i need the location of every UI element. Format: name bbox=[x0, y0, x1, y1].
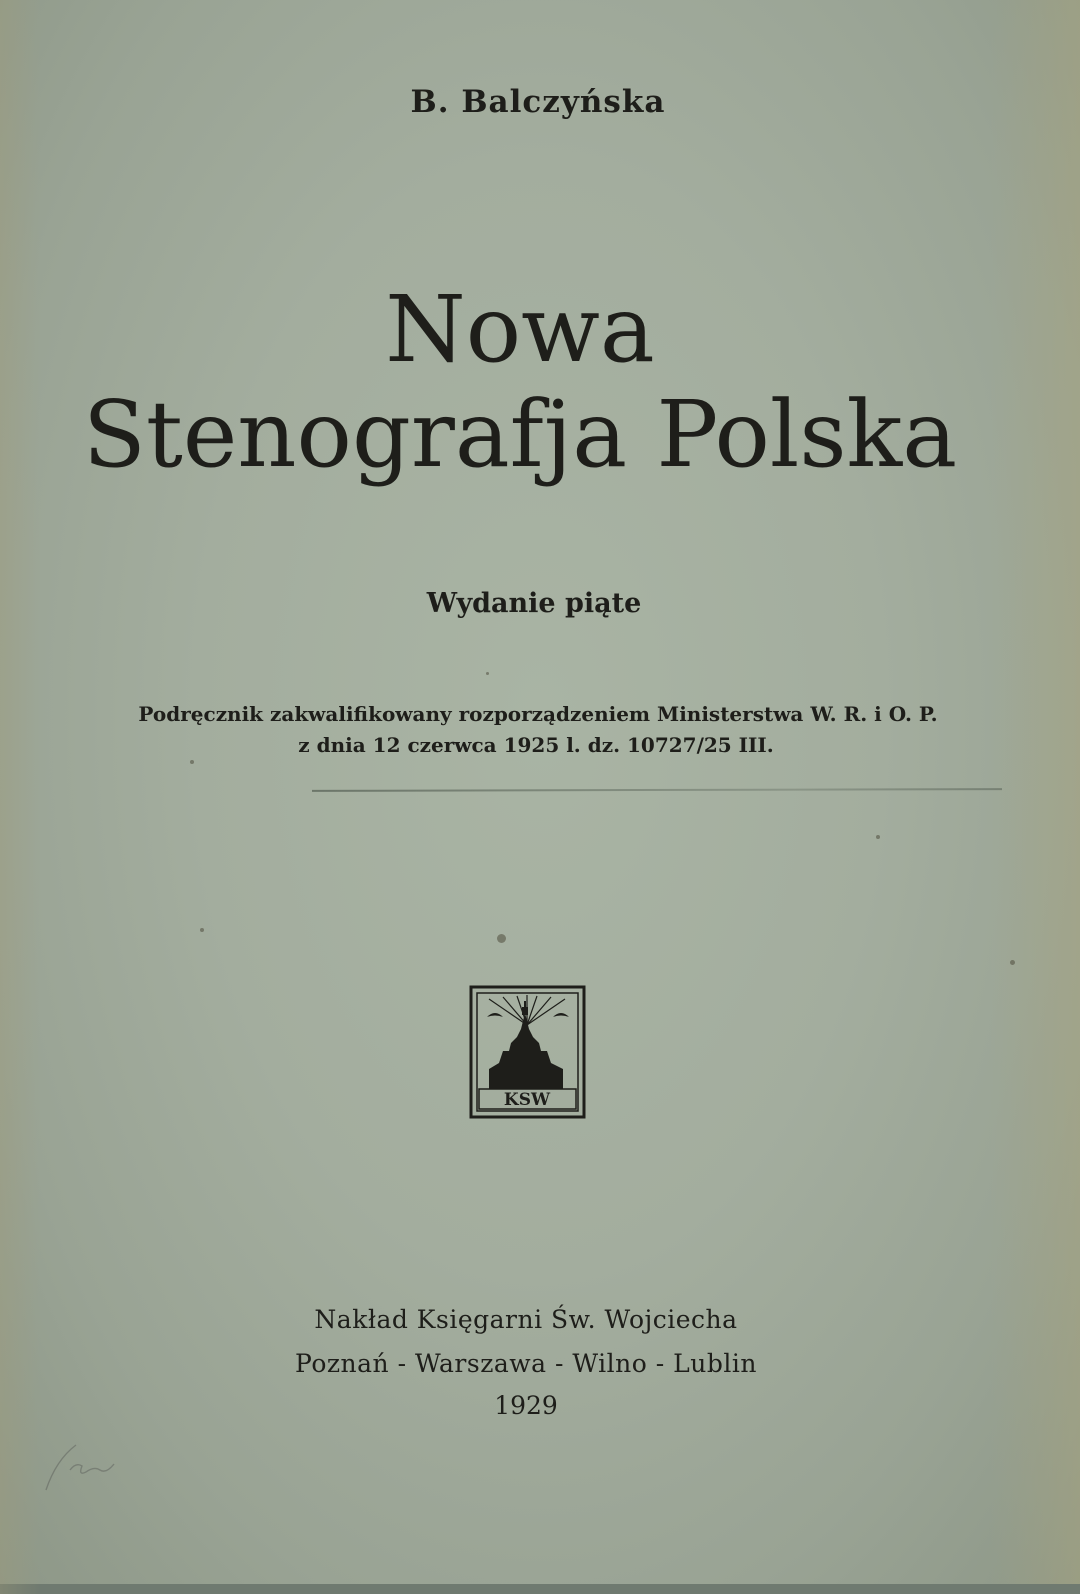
paper-speck bbox=[1010, 960, 1015, 965]
paper-speck bbox=[876, 835, 880, 839]
title-line-1: Nowa bbox=[385, 276, 655, 383]
paper-speck bbox=[190, 760, 194, 764]
emblem-initials: KSW bbox=[503, 1090, 551, 1110]
publisher-line-1: Nakład Księgarni Św. Wojciecha bbox=[314, 1305, 738, 1334]
title-line-2: Stenografja Polska bbox=[82, 381, 958, 488]
publisher-line-2: Poznań - Warszawa - Wilno - Lublin bbox=[295, 1349, 757, 1378]
paper-speck bbox=[200, 928, 204, 932]
edition-label: Wydanie piąte bbox=[426, 588, 642, 619]
publication-year: 1929 bbox=[494, 1391, 558, 1420]
church-emblem-icon bbox=[469, 985, 586, 1119]
pencil-mark-icon bbox=[36, 1430, 146, 1500]
paper-speck bbox=[497, 934, 506, 943]
approval-note-line-2: z dnia 12 czerwca 1925 l. dz. 10727/25 III. bbox=[298, 733, 774, 757]
approval-note-line-1: Podręcznik zakwalifikowany rozporządzeniem Ministerstwa W. R. i O. P. bbox=[138, 702, 938, 726]
fold-line bbox=[312, 788, 1002, 792]
paper-speck bbox=[486, 672, 489, 675]
cover-bottom-edge bbox=[0, 1584, 1080, 1594]
author-name: B. Balczyńska bbox=[410, 84, 666, 120]
